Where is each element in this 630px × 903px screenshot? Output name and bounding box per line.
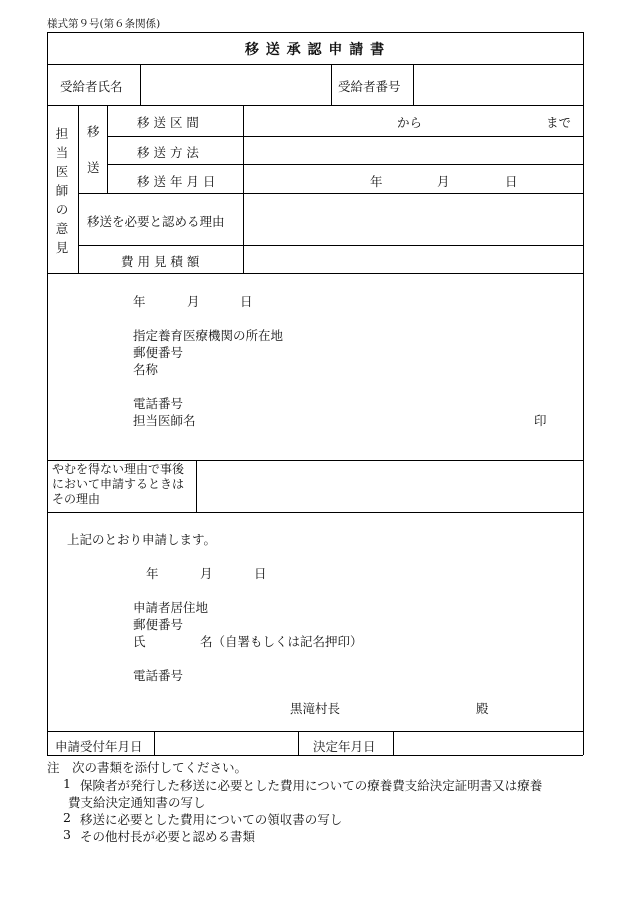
applicant-date-day: 日 xyxy=(254,566,267,581)
applicant-name-label-1: 氏 xyxy=(133,634,146,649)
applicant-date-year: 年 xyxy=(146,566,159,581)
doctor-date-day: 日 xyxy=(240,294,253,309)
transfer-date-month: 月 xyxy=(437,174,450,189)
honorific: 殿 xyxy=(476,701,489,716)
note-3-num: 3 xyxy=(63,827,71,842)
note-1-text: 保険者が発行した移送に必要とした費用についての療養費支給決定証明書又は療養 xyxy=(80,778,543,793)
transfer-date-year: 年 xyxy=(370,174,383,189)
transfer-to: まで xyxy=(546,115,572,130)
seal-mark: 印 xyxy=(534,413,547,428)
note-1-num: 1 xyxy=(63,776,71,791)
form-number: 様式第９号(第６条関係) xyxy=(47,18,161,30)
cost-label: 費 用 見 積 額 xyxy=(121,254,200,269)
applicant-name-label-2: 名（自署もしくは記名押印） xyxy=(200,634,363,649)
transfer-label-2: 送 xyxy=(87,160,100,175)
received-date-field[interactable] xyxy=(155,732,297,754)
recipient-name-field[interactable] xyxy=(141,65,330,104)
institution-name-label: 名称 xyxy=(133,362,159,377)
applicant-address-label: 申請者居住地 xyxy=(133,600,209,615)
form-title: 移 送 承 認 申 請 書 xyxy=(244,42,386,58)
received-date-label: 申請受付年月日 xyxy=(55,739,143,754)
recipient-name-label: 受給者氏名 xyxy=(60,79,123,94)
reason-field[interactable] xyxy=(244,194,582,244)
transfer-method-field[interactable] xyxy=(244,137,582,163)
recipient-number-field[interactable] xyxy=(414,65,582,104)
note-2-num: 2 xyxy=(63,810,71,825)
institution-postal-label: 郵便番号 xyxy=(133,345,184,360)
note-2-text: 移送に必要とした費用についての領収書の写し xyxy=(80,812,343,827)
doctor-name-label: 担当医師名 xyxy=(133,413,196,428)
notes-title: 注 次の書類を添付してください。 xyxy=(47,760,248,775)
note-3-text: その他村長が必要と認める書類 xyxy=(80,829,256,844)
institution-phone-label: 電話番号 xyxy=(133,396,184,411)
transfer-section-label: 移 送 区 間 xyxy=(137,115,199,130)
reason-label: 移送を必要と認める理由 xyxy=(87,214,225,229)
decision-date-field[interactable] xyxy=(394,732,582,754)
doctor-date-year: 年 xyxy=(133,294,146,309)
late-reason-label: やむを得ない理由で事後において申請するときはその理由 xyxy=(52,462,185,506)
cost-field[interactable] xyxy=(244,246,582,272)
transfer-method-label: 移 送 方 法 xyxy=(137,145,199,160)
applicant-phone-label: 電話番号 xyxy=(133,668,184,683)
late-reason-field[interactable] xyxy=(197,461,582,511)
mayor-label: 黒滝村長 xyxy=(290,701,341,716)
recipient-number-label: 受給者番号 xyxy=(338,79,401,94)
transfer-label-1: 移 xyxy=(87,124,100,139)
doctor-opinion-label: 担 当 医 師 の 意 見 xyxy=(55,126,69,255)
doctor-date-month: 月 xyxy=(187,294,200,309)
applicant-date-month: 月 xyxy=(200,566,213,581)
note-1-text-cont: 費支給決定通知書の写し xyxy=(68,795,206,810)
decision-date-label: 決定年月日 xyxy=(313,739,376,754)
apply-text: 上記のとおり申請します。 xyxy=(67,532,217,547)
transfer-from: から xyxy=(397,115,423,130)
applicant-postal-label: 郵便番号 xyxy=(133,617,184,632)
institution-address-label: 指定養育医療機関の所在地 xyxy=(133,328,284,343)
transfer-date-day: 日 xyxy=(505,174,518,189)
transfer-date-label: 移 送 年 月 日 xyxy=(137,174,216,189)
